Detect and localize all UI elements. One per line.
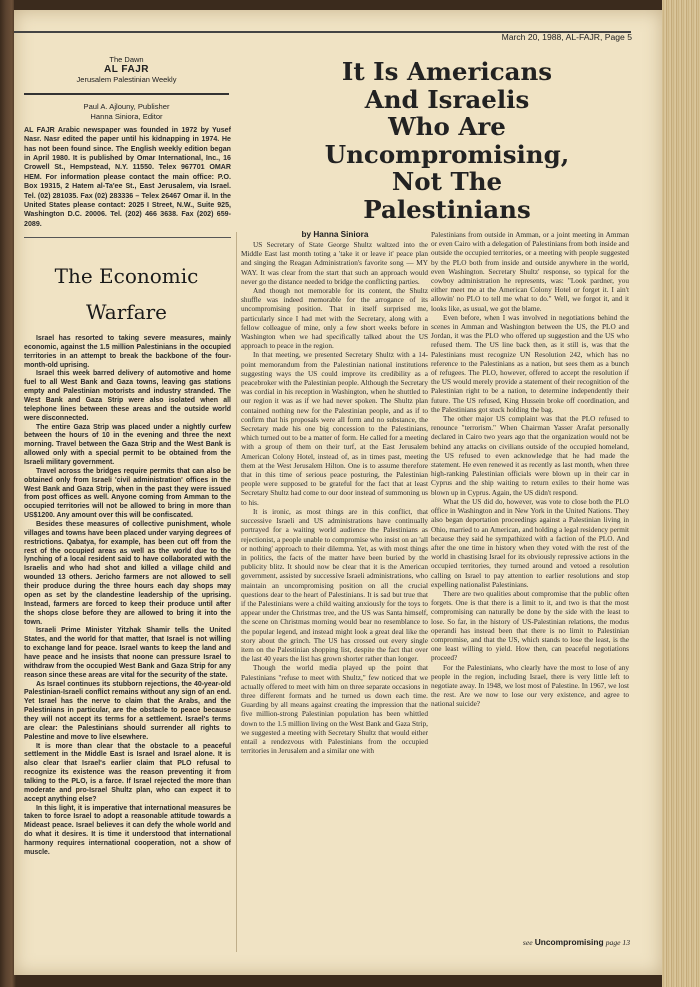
- article-paragraph: US Secretary of State George Shultz waltzed into the Middle East last month toting a 'take it or leave it' peace plan and singing the Reagan Administration's favorite song — MY WAY. It was clear from the start that such an approach would never go the distance needed to bridge the conflicting parties.: [241, 241, 428, 286]
- headline-line: Uncompromising,: [324, 139, 570, 169]
- staff-box: [24, 102, 229, 123]
- article-byline: by Hanna Siniora: [301, 230, 369, 239]
- headline-line: Not The: [391, 167, 503, 196]
- masthead-subtitle: Jerusalem Palestinian Weekly: [76, 75, 177, 84]
- publisher-line: Paul A. Ajlouny, Publisher: [83, 102, 170, 111]
- editorial-paragraph: Israeli Prime Minister Yitzhak Shamir tells the United States, and the world for that matter, that Israel is not willing to exchange land for peace. Israel wants to keep the land and have peace and he insists that noone can pressure Israel to withdraw from the occupied West Bank and Gaza Strip for any reason since these areas are vital for the security of the state.: [24, 627, 231, 679]
- editor-line: Hanna Siniora, Editor: [90, 112, 163, 122]
- masthead: [24, 55, 229, 84]
- editorial-paragraph: Israel has resorted to taking severe measures, mainly economic, against the 1.5 million Palestinians in the occupied territories in an attempt to break the backbone of the four-month-old uprising.: [24, 335, 231, 369]
- article-paragraph: The other major US complaint was that the PLO refused to renounce "terrorism." When Chairman Yasser Arafat personally declared in Cairo two years ago that the organization would not be behind any attacks on civilians outside of the occupied homeland, the US refused to even acknowledge that he had made the statement. He even renewed it as recently as last month, when three high-ranking Palestinian officials were blown up in their car in Cyprus and the ship waiting to return exiles to their home was blown up in Cyprus. Again, the US didn't respond.: [431, 415, 629, 497]
- editorial-paragraph: The entire Gaza Strip was placed under a nightly curfew between the hours of 10 in the evening and three the next morning. Travel between the Gaza Strip and the West Bank is allowed only with a special permit to be obtained from the Israeli military government.: [24, 423, 231, 467]
- continued-page: page 13: [605, 938, 630, 947]
- editorial-paragraph: Israel this week barred delivery of automotive and home fuel to all West Bank and Gaza towns, leaving gas stations empty and Palestinian motorists and industry stranded. The West Bank and Gaza Strip were also isolated when all telephone lines between these areas and the outside world were disconnected.: [24, 370, 231, 422]
- editorial-paragraph: It is more than clear that the obstacle to a peaceful settlement in the Middle East is Israel and Israel alone. It is also clear that Israel's earlier claim that PLO refusal to recognize its existence was the reason preventing it from talking to the PLO, is a farce. If Israel rejected the more than moderate and pro-Israel Shultz plan, who can expect it to accept anything else?: [24, 742, 231, 803]
- editorial-title-line1: The Economic: [54, 264, 199, 288]
- article-paragraph: Though the world media played up the point that Palestinians "refuse to meet with Shultz," few noticed that we actually offered to meet with him on three separate occasions in three different formats and he turned us down each time. Guarding by all means against creating the impression that the five million-strong Palestinian population has been whittled down to the 1.5 million living on the West Bank and Gaza Strip, we suggested a meeting with Secretary Shultz that would either entail a rendezvous with Palestinians from the occupied territories in Jerusalem and a similar one with: [241, 664, 428, 756]
- editorial-title: [24, 258, 229, 330]
- column-divider: [236, 232, 237, 952]
- article-paragraph: There are two qualities about compromise that the public often forgets. One is that there is a limit to it, and two is that the most compromising can naturally be done by the side with the least to lose. So far, in the history of US-Palestinian relations, the modus operandi has instead been that there is no limit to Palestinian compromise, and that the US, which stands to lose the least, is the one least willing to yield. How then, can peaceful negotiations proceed?: [431, 589, 629, 663]
- article-paragraph: Palestinians from outside in Amman, or a joint meeting in Amman or even Cairo with a delegation of Palestinians from both inside and outside the occupied territories, or a meeting with people suggested by the PLO both from inside and outside anywhere in the world, even Washington. Secretary Shultz' response, so typical for the cowboy administration he represents, was: "Look pardner, you either meet me at the American Colony Hotel or forget it. I ain't allowin' no PLO to tell me what to do." Well, we forgot it, and it looks like, as usual, we got the blame.: [431, 231, 629, 313]
- page-header-date: March 20, 1988, AL-FAJR, Page 5: [501, 32, 632, 42]
- article-column-2: [431, 231, 629, 710]
- editorial-paragraph: Travel across the bridges require permits that can also be obtained only from Israeli 'civil administration' offices in the West Bank and Gaza Strip, when in the past they were issued from post offices as well. Anyone coming from Amman to the occupied territories will not be allowed to bring in more than US$1200. Any amount over this will be confiscated.: [24, 467, 231, 520]
- masthead-rule: [24, 93, 229, 95]
- editorial-paragraph: Besides these measures of collective punishment, whole villages and towns have been placed under varying degrees of restrictions. Qabatya, for example, has been cut off from the rest of the occupied areas as well as the world due to the lynching of a local resident said to have collaborated with the Israelis and who had shot and killed a village child and wounded 13 others. Jericho farmers are not allowed to sell their produce during the three hours each day shops may open as set by the clandestine leadership of the uprising. Instead, farmers are forced to keep their produce until after the shops close before they are allowed to bring it into the town.: [24, 521, 231, 626]
- article-paragraph: What the US did do, however, was vote to close both the PLO office in Washington and in New York in the United Nations. They also began deportation proceedings against a Palestinian living in Ohio, married to an American, and holding a legal residency permit because they said he sympathized with a faction of the PLO. And after the one time in history when they voted with the rest of the world in chastising Israel for its obviously repressive actions in the occupied territories, they turned around and vetoed a resolution calling on Israel to pay attention to earlier resolutions and stop expelling nationalist Palestinians.: [431, 497, 629, 589]
- headline-line: And Israelis: [364, 84, 530, 114]
- page-stack-edge: [662, 0, 700, 987]
- article-paragraph: For the Palestinians, who clearly have the most to lose of any people in the region, including Israel, there is very little left to negotiate away. In 1948, we lost most of Palestine. In 1967, we lost the rest. Are we now to lose our very existence, and agree to national suicide?: [431, 663, 629, 709]
- article-column-1: [241, 241, 428, 756]
- headline-line: Palestinians: [363, 194, 531, 224]
- editorial-title-line2: Warfare: [85, 300, 168, 324]
- article-paragraph: In that meeting, we presented Secretary Shultz with a 14-point memorandum from the Palestinian national institutions suggesting ways the US could improve its credibility as a peacebroker with the Palestinian people. Although the Secretary was cordial in his reception in Washington, when he shuttled to our region it was as if we had never spoken. The Shultz plan contained nothing new for the Palestinian people, and as if to confirm that his proposals were all form and no substance, the Secretary made his one big concession to the Palestinians, which turned out to be a matter of form. He called for a meeting with a group of them on their turf, at the East Jerusalem American Colony Hotel, instead of, as in times past, meeting them at the West Jerusalem Hilton. One is to assume therefore that in this time of serious peace posturing, the Palestinian people were supposed to be grateful for the fact that at least Secretary Shultz had come to our door instead of summoning us to his.: [241, 351, 428, 507]
- article-paragraph: And though not memorable for its content, the Shultz shuffle was indeed memorable for the arrogance of its uncompromising position. That in itself surprised me, particularly since I had met with the Secretary, along with a fellow colleague of mine, only a few short weeks before in Washington when we had specifically talked about the US approach to peace in the region.: [241, 287, 428, 351]
- headline-line: Who Are: [388, 112, 506, 141]
- article-paragraph: Even before, when I was involved in negotiations behind the scenes in Amman and Washington between the US, the PLO and Jordan, it was the PLO who offered up suggestion and the US who refused them. The US line back then, as it still is, was that the Palestinians must recognize UN Resolution 242, which has no reference to the Palestinians as a nation, but sees them as a bunch of refugees. The PLO, however, offered to accept the resolution if the US would merely provide a statement of their recognition of the Palestinian right to be a nation, to determine independently their future. The US refused, King Hussein broke off coordination, and the Palestinians got stuck holding the bag.: [431, 313, 629, 414]
- page-top-shadow: [14, 0, 662, 10]
- editorial-paragraph: As Israel continues its stubborn rejections, the 40-year-old Palestinian-Israeli conflict remains without any sign of an end. Yet Israel has the nerve to claim that the Arabs, and the Palestinians in particular, are the obstacle to peace because they will not accept its terms for a settlement. Israel's terms are clear: the Palestinians should surrender all rights to Palestine and move to live elsewhere.: [24, 680, 231, 741]
- article-paragraph: It is ironic, as most things are in this conflict, that successive Israeli and US administrations have continually portrayed for a waiting world audience the Palestinians as rejectionist, a people unable to compromise who insist on an 'all or nothing' approach to their dilemma. Yet, as with most things in politics, the facts of the matter have been buried by the publicity blitz. It should now be clear that it is the American government, assisted by successive Israeli administrations, who maintain an uncompromising position on all the crucial questions dear to the heart of Palestinians. It is sad but true that if the Palestinians were a child waiting anxiously for the toys to appear under the Christmas tree, and the US was Santa himself, the scene on Christmas morning would bear no resemblance to the popular legend, and instead might look a great deal like the story about the grinch. The US has crossed out every single item on the Palestinian shopping list, despite the fact that over the last 40 years the list has grown shorter rather than longer.: [241, 507, 428, 664]
- about-rule: [24, 237, 231, 238]
- continued-jump: [500, 937, 630, 947]
- editorial-body: [24, 335, 231, 858]
- continued-word: Uncompromising: [534, 937, 604, 947]
- editorial-paragraph: In this light, it is imperative that international measures be taken to force Israel to adopt a reasonable attitude towards a Mideast peace. Israel believes it can defy the whole world and do what it desires. It is time it understood that international harmony requires international cooperation, not a show of muscle.: [24, 804, 231, 856]
- masthead-name: AL FAJR: [104, 64, 149, 75]
- headline-line: It Is Americans: [341, 57, 553, 86]
- about-text: AL FAJR Arabic newspaper was founded in 1972 by Yusef Nasr. Nasr edited the paper until his kidnapping in 1974. He has not been found since. The English weekly edition began in April 1980. It is published by Omar International, Inc., 16 Crowell St., Hempstead, N.Y. 11550. Telex 967701 OMAR HEM. For information please contact the main office: P.O. Box 19315, 2 Hatem al-Ta'ee St., East Jerusalem, via Israel. Tel. (02) 281035. Fax (02) 283336 – Telex 26467 Omar il. In the United States please contact: 2025 I Street, N.W., Suite 925, Washington D.C. 20006. Tel. (202) 466 3638. Fax (202) 659-2089.: [24, 126, 231, 228]
- article-headline: [262, 58, 632, 223]
- continued-see: see: [522, 938, 533, 947]
- masthead-line1: The Dawn: [109, 55, 144, 64]
